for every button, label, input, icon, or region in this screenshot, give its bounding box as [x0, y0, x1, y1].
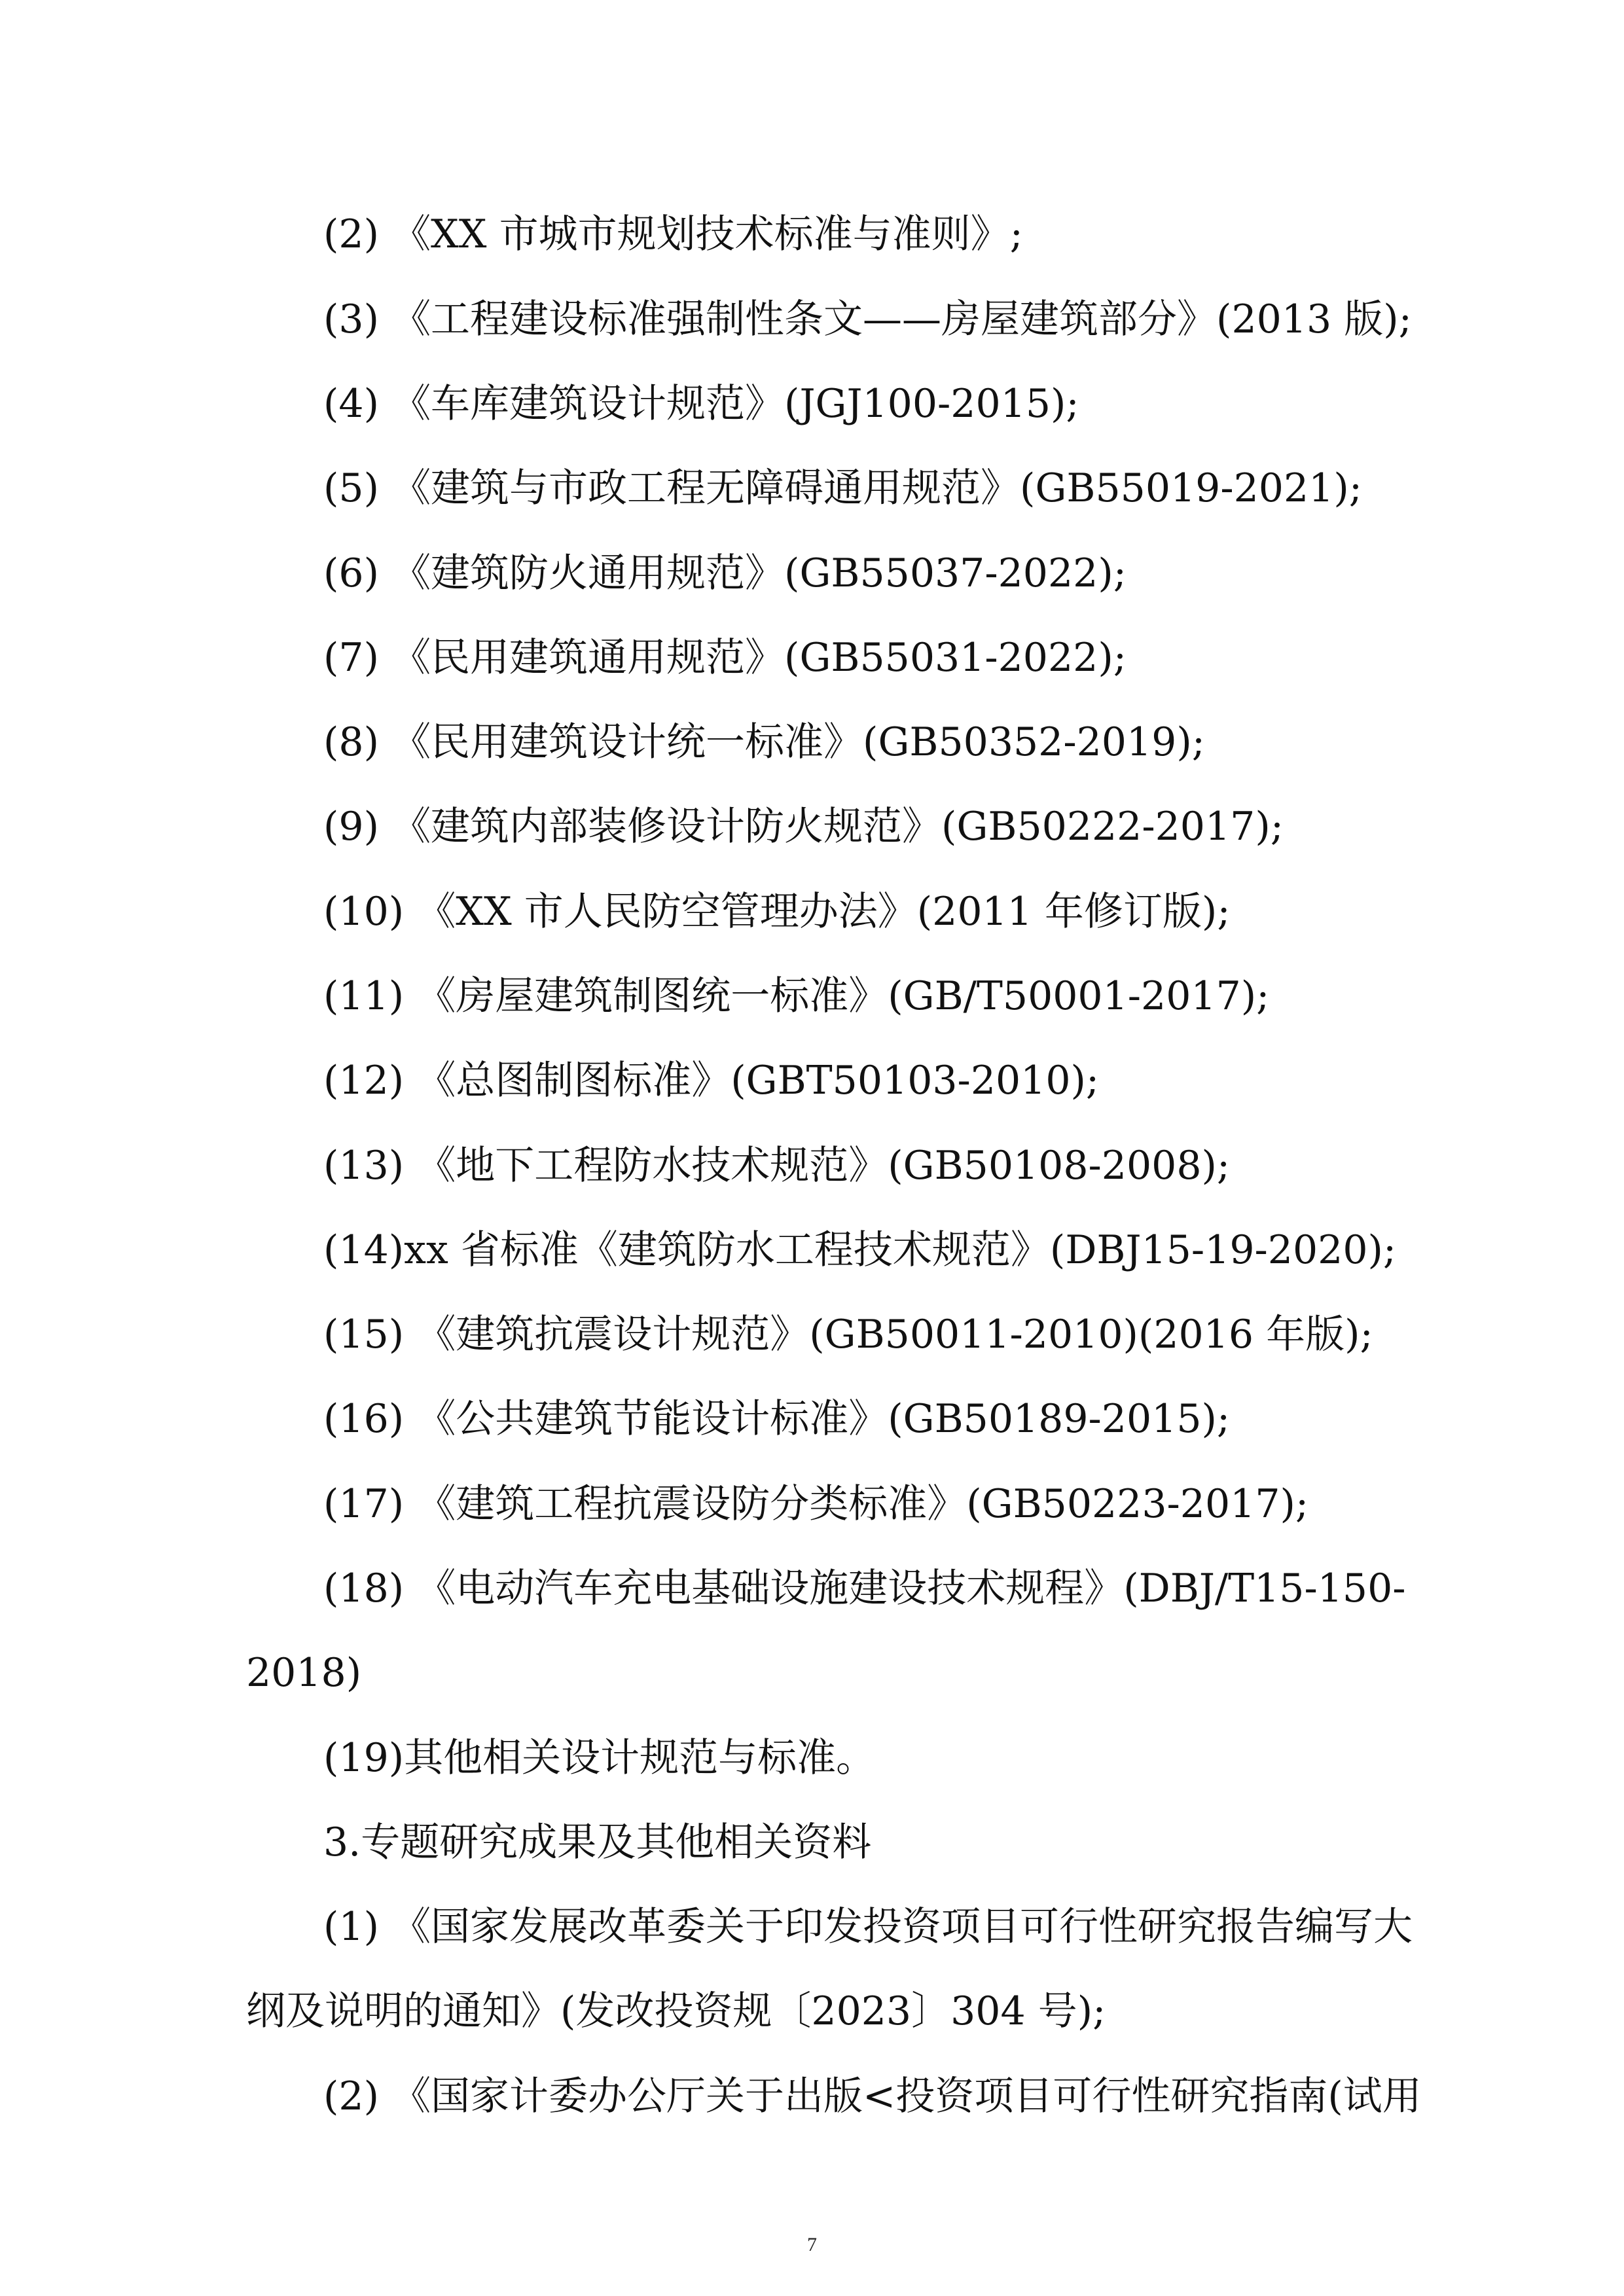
reference-item-13: (13) 《地下工程防水技术规范》(GB50108-2008);	[323, 1143, 1231, 1189]
reference-item-9: (9) 《建筑内部装修设计防火规范》(GB50222-2017);	[323, 804, 1284, 850]
reference-item-18-continuation: 2018)	[246, 1650, 362, 1696]
reference-item-12: (12) 《总图制图标准》(GBT50103-2010);	[323, 1058, 1100, 1103]
reference-item-3: (3) 《工程建设标准强制性条文——房屋建筑部分》(2013 版);	[323, 296, 1412, 342]
section-heading: 3.专题研究成果及其他相关资料	[323, 1820, 872, 1865]
reference-item-10: (10) 《XX 市人民防空管理办法》(2011 年修订版);	[323, 889, 1231, 935]
page-number: 7	[807, 2234, 817, 2255]
reference-item-4: (4) 《车库建筑设计规范》(JGJ100-2015);	[323, 381, 1079, 427]
reference-item-17: (17) 《建筑工程抗震设防分类标准》(GB50223-2017);	[323, 1481, 1309, 1527]
reference-item-8: (8) 《民用建筑设计统一标准》(GB50352-2019);	[323, 719, 1205, 765]
reference-item-14: (14)xx 省标准《建筑防水工程技术规范》(DBJ15-19-2020);	[323, 1227, 1397, 1273]
research-item-1: (1) 《国家发展改革委关于印发投资项目可行性研究报告编写大	[323, 1904, 1413, 1950]
reference-item-11: (11) 《房屋建筑制图统一标准》(GB/T50001-2017);	[323, 973, 1270, 1019]
reference-item-15: (15) 《建筑抗震设计规范》(GB50011-2010)(2016 年版);	[323, 1312, 1373, 1357]
reference-item-6: (6) 《建筑防火通用规范》(GB55037-2022);	[323, 550, 1127, 596]
reference-item-18: (18) 《电动汽车充电基础设施建设技术规程》(DBJ/T15-150-	[323, 1566, 1406, 1611]
research-item-1-continuation: 纲及说明的通知》(发改投资规〔2023〕304 号);	[246, 1988, 1106, 2034]
reference-item-7: (7) 《民用建筑通用规范》(GB55031-2022);	[323, 635, 1127, 681]
reference-item-16: (16) 《公共建筑节能设计标准》(GB50189-2015);	[323, 1396, 1231, 1442]
reference-item-5: (5) 《建筑与市政工程无障碍通用规范》(GB55019-2021);	[323, 465, 1362, 511]
reference-item-19: (19)其他相关设计规范与标准。	[323, 1735, 876, 1781]
research-item-2: (2) 《国家计委办公厅关于出版<投资项目可行性研究指南(试用	[323, 2073, 1422, 2119]
reference-item-2: (2) 《XX 市城市规划技术标准与准则》;	[323, 211, 1023, 257]
